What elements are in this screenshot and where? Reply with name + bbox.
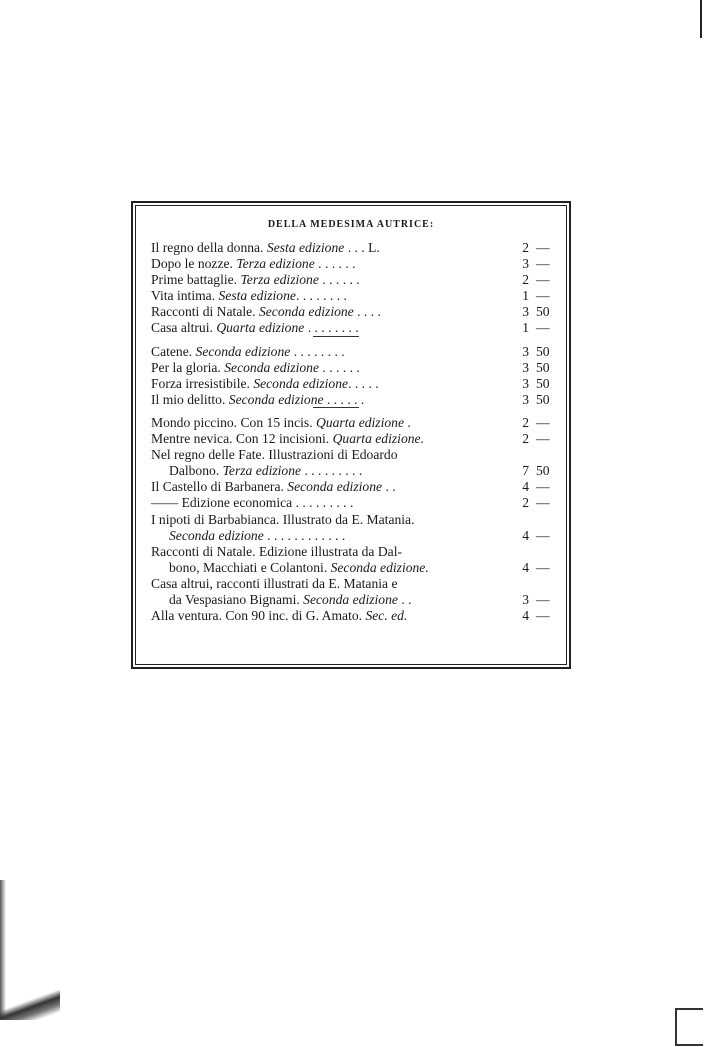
book-title (151, 512, 415, 528)
leader-dots: . . . L. (344, 240, 380, 255)
book-title (151, 360, 360, 376)
list-item (151, 608, 555, 624)
price-lire: 3 (522, 343, 529, 359)
separator-rule (313, 336, 359, 337)
edition-text: Sesta edizione (266, 240, 345, 255)
list-item (151, 463, 555, 479)
title-text: Forza irresistibile. (151, 375, 254, 391)
leader-dots: . . . . . . . . . (301, 463, 363, 479)
edition-text: Terza edizione (222, 463, 302, 479)
list-item (151, 288, 555, 304)
title-text: Nel regno delle Fate. Illustrazioni di Edoardo (151, 447, 398, 463)
price-cents: — (536, 256, 550, 272)
edition-text: Quarta edizione. (332, 431, 424, 447)
list-item (151, 447, 555, 463)
book-title (151, 272, 360, 288)
list-item (151, 392, 555, 408)
title-text: Dopo le nozze. (151, 256, 237, 272)
price-lire: 4 (522, 479, 529, 495)
book-title (151, 576, 398, 592)
price-lire: 2 (522, 414, 529, 430)
price-cents: — (536, 479, 550, 495)
book-title (151, 256, 356, 272)
book-title (151, 392, 364, 408)
book-title (151, 240, 380, 256)
edition-text: Seconda edizione (287, 479, 383, 495)
leader-dots: . . . . . . (319, 359, 360, 375)
price-lire: 1 (522, 288, 529, 304)
edition-text: Quarta edizione (216, 320, 305, 336)
price-cents: 50 (536, 375, 550, 391)
price-cents: 50 (536, 463, 550, 479)
group-separator (151, 408, 555, 415)
page-edge (700, 0, 702, 38)
list-item (151, 528, 555, 544)
edition-text: Seconda edizione (195, 343, 291, 359)
price-lire: 2 (522, 272, 529, 288)
title-text: —— Edizione economica (151, 495, 293, 511)
list-item (151, 592, 555, 608)
price-cents: — (536, 288, 550, 304)
title-text: Mondo piccino. Con 15 incis. (151, 414, 317, 430)
leader-dots: . . . . (353, 304, 381, 320)
title-text: da Vespasiano Bignami. (169, 591, 304, 607)
price-cents: 50 (536, 391, 550, 407)
price-cents: — (536, 591, 550, 607)
list-item (151, 376, 555, 392)
leader-dots: . . . . . (348, 375, 379, 391)
book-title (151, 304, 381, 320)
title-text: bono, Macchiati e Colantoni. (169, 559, 331, 575)
list-item (151, 479, 555, 495)
list-item (151, 320, 555, 336)
book-title (151, 288, 347, 304)
edition-text: Seconda edizione. (330, 559, 429, 575)
price-lire: 4 (522, 608, 529, 624)
title-text: Vita intima. (151, 288, 219, 304)
price-lire: 2 (522, 495, 529, 511)
book-title (151, 376, 379, 392)
title-text: Il mio delitto. (151, 391, 229, 407)
list-item (151, 240, 555, 256)
list-item (151, 360, 555, 376)
price-lire: 3 (522, 256, 529, 272)
edition-text: Sesta edizione (218, 288, 296, 304)
list-item (151, 512, 555, 528)
group-separator (151, 337, 555, 344)
book-title (151, 320, 359, 336)
list-item (151, 576, 555, 592)
leader-dots: . . . . . . (318, 272, 360, 288)
book-title (151, 344, 345, 360)
leader-dots: . . (397, 591, 412, 607)
book-title (151, 479, 396, 495)
leader-dots: . (404, 414, 411, 430)
book-title (169, 463, 362, 479)
edition-text: Quarta edizione (316, 414, 404, 430)
edition-text: Seconda edizione (169, 527, 264, 543)
separator-rule (313, 407, 359, 408)
title-text: Casa altrui. (151, 320, 217, 336)
price-lire: 2 (522, 431, 529, 447)
list-item (151, 544, 555, 560)
edition-text: Seconda edizione (228, 391, 324, 407)
price-lire: 3 (522, 359, 529, 375)
price-cents: — (536, 608, 550, 624)
leader-dots: . . (382, 479, 396, 495)
book-title (151, 447, 398, 463)
leader-dots: . . . . . . . . (295, 288, 347, 304)
book-list (151, 240, 555, 624)
leader-dots: . . . . . . (323, 391, 365, 407)
price-cents: — (536, 559, 550, 575)
title-text: Racconti di Natale. (151, 304, 259, 320)
book-title (151, 495, 353, 511)
list-item (151, 256, 555, 272)
edition-text: Sec. ed. (365, 608, 408, 624)
leader-dots: . . . . . . . . . . . . (263, 527, 346, 543)
price-cents: — (536, 240, 550, 255)
book-title (151, 415, 411, 431)
price-cents: — (536, 414, 550, 430)
book-title (151, 431, 424, 447)
edition-text: Seconda edizione (224, 359, 319, 375)
price-lire: 7 (522, 463, 529, 479)
title-text: Il Castello di Barbanera. (151, 479, 288, 495)
list-item (151, 415, 555, 431)
leader-dots: . . . . . . . . (290, 343, 345, 359)
book-title (169, 560, 429, 576)
book-title (151, 544, 402, 560)
price-cents: 50 (536, 304, 550, 320)
scan-corner-mark (675, 1008, 703, 1046)
book-title (169, 592, 412, 608)
price-cents: — (536, 431, 550, 447)
edition-text: Seconda edizione (303, 591, 398, 607)
list-item (151, 304, 555, 320)
price-cents: 50 (536, 359, 550, 375)
title-text: Il regno della donna. (151, 240, 267, 255)
edition-text: Seconda edizione (253, 375, 349, 391)
edition-text: Seconda edizione (258, 304, 354, 320)
title-text: Prime battaglie. (151, 272, 241, 288)
leader-dots: . . . . . . . . . (292, 495, 354, 511)
price-lire: 3 (522, 391, 529, 407)
edition-text: Terza edizione (240, 272, 319, 288)
title-text: Catene. (151, 343, 196, 359)
book-title (151, 608, 407, 624)
title-text: Casa altrui, racconti illustrati da E. Matania e (151, 575, 398, 591)
price-lire: 3 (522, 375, 529, 391)
price-lire: 2 (522, 240, 529, 255)
list-item (151, 495, 555, 511)
title-text: Per la gloria. (151, 359, 225, 375)
title-text: Mentre nevica. Con 12 incisioni. (151, 431, 333, 447)
page-curl (0, 990, 60, 1020)
book-title (169, 528, 345, 544)
title-text: Dalbono. (169, 463, 223, 479)
price-lire: 1 (522, 320, 529, 336)
list-item (151, 560, 555, 576)
list-item (151, 344, 555, 360)
title-text: Racconti di Natale. Edizione illustrata da Dal- (151, 543, 403, 559)
price-lire: 4 (522, 527, 529, 543)
price-lire: 4 (522, 559, 529, 575)
leader-dots: . . . . . . . . (304, 320, 359, 336)
edition-text: Terza edizione (236, 256, 315, 272)
price-lire: 3 (522, 591, 529, 607)
price-cents: — (536, 272, 550, 288)
price-cents: 50 (536, 343, 550, 359)
title-text: I nipoti di Barbabianca. Illustrato da E. Matania. (151, 511, 415, 527)
price-cents: — (536, 320, 550, 336)
page-title: DELLA MEDESIMA AUTRICE: (267, 219, 435, 230)
price-lire: 3 (522, 304, 529, 320)
title-text: Alla ventura. Con 90 inc. di G. Amato. (151, 608, 366, 624)
price-cents: — (536, 495, 550, 511)
price-cents: — (536, 527, 550, 543)
leader-dots: . . . . . . (314, 256, 356, 272)
list-item (151, 431, 555, 447)
list-item (151, 272, 555, 288)
